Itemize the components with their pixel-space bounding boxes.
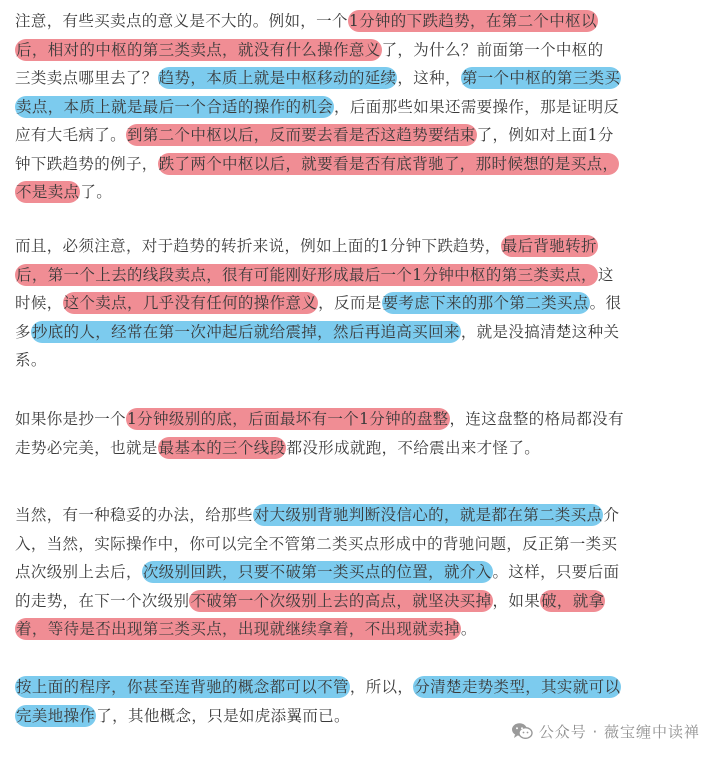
text-line	[15, 347, 47, 373]
text-line	[15, 65, 621, 91]
highlight-red: 后，相对的中枢的第三类卖点，就没有什么操作意义	[16, 40, 381, 59]
highlight-red: 不破第一个次级别上去的高点，就坚决买掉	[190, 591, 492, 610]
text-run: 了。	[80, 183, 113, 201]
text-run: ，连这盘整的格局都没有	[449, 410, 624, 428]
text-run: ，所以，	[349, 678, 414, 696]
wechat-icon	[511, 722, 533, 740]
text-run: 三类卖点哪里去了？	[15, 69, 158, 87]
text-run: ，后面那些如果还需要操作，那是证明反	[334, 97, 620, 116]
highlight-blue: 对大级别背驰判断没信心的，就是都在第二类买点	[253, 506, 603, 524]
highlight-red: 1分钟的下跌趋势，在第二个中枢以	[348, 12, 597, 30]
text-line	[15, 290, 621, 316]
text-line	[15, 502, 619, 528]
highlight-blue: 完美地操作	[16, 706, 96, 725]
text-line	[15, 703, 350, 729]
text-run: 注意，有些买卖点的意义是不大的。例如，一个	[15, 12, 348, 30]
watermark-text: 公众号 · 薇宝缠中读禅	[538, 722, 700, 741]
text-run: ，就是没搞清楚这种关	[460, 322, 620, 341]
highlight-red: 1分钟级别的底，后面最坏有一个1分钟的盘整	[126, 410, 449, 428]
text-line	[15, 616, 477, 642]
text-line	[15, 588, 605, 614]
text-run: 应有大毛病了。	[15, 126, 126, 144]
text-line	[15, 8, 598, 34]
text-run: 这	[597, 265, 614, 284]
text-run: 都没形成就跑，不给震出来才怪了。	[286, 438, 541, 457]
text-run: 了，例如对上面1分	[476, 126, 614, 144]
text-run: ，如果	[492, 591, 541, 610]
highlight-red: 不是卖点	[16, 183, 80, 201]
text-run: 多	[15, 322, 31, 341]
highlight-blue: 抄底的人，经常在第一次冲起后就给震掉，然后再追高买回来	[31, 322, 460, 341]
text-run: 。这样，只要后面	[492, 563, 620, 581]
text-run: 点次级别上去后，	[15, 563, 142, 581]
text-run: 系。	[15, 351, 47, 369]
text-run: ，这种，	[397, 69, 461, 87]
highlight-red: 到第二个中枢以后，反而要去看是否这趋势要结束	[126, 126, 476, 144]
highlight-red: 跌了两个中枢以后，就要看是否有底背驰了，那时候想的是买点，	[158, 154, 619, 173]
text-run: 了，为什么？前面第一个中枢的	[381, 40, 604, 59]
text-run: 走势必完美，也就是	[15, 438, 158, 457]
text-line	[15, 406, 624, 432]
highlight-red: 破，就拿	[541, 591, 605, 610]
text-run: 。	[460, 620, 477, 638]
text-line	[15, 122, 614, 148]
text-line	[15, 233, 598, 259]
highlight-blue: 趋势，本质上就是中枢移动的延续	[158, 69, 397, 87]
highlight-red: 最基本的三个线段	[158, 438, 286, 457]
highlight-red: 后，第一个上去的线段卖点，很有可能刚好形成最后一个1分钟中枢的第三类卖点，	[16, 265, 597, 284]
highlight-red: 这个卖点，几乎没有任何的操作意义	[63, 294, 318, 312]
text-run: 当然，有一种稳妥的办法，给那些	[15, 506, 253, 524]
text-line	[15, 94, 619, 120]
text-line	[15, 179, 112, 205]
text-run: 而且，必须注意，对于趋势的转折来说，例如上面的1分钟下跌趋势，	[15, 237, 501, 255]
highlight-red: 着，等待是否出现第三类买点，出现就继续拿着，不出现就卖掉	[16, 620, 460, 638]
text-line	[15, 151, 619, 177]
highlight-blue: 要考虑下来的那个第二类买点	[382, 294, 589, 312]
text-run: ，反而是	[318, 294, 382, 312]
text-run: 了，其他概念，只是如虎添翼而已。	[96, 706, 350, 725]
watermark	[511, 718, 700, 744]
text-line	[15, 559, 619, 585]
text-line	[15, 531, 617, 557]
text-line	[15, 674, 621, 700]
text-line	[15, 262, 614, 288]
text-run: 介	[603, 506, 620, 524]
text-run: 时候，	[15, 294, 63, 312]
highlight-blue: 按上面的程序，你甚至连背驰的概念都可以不管	[16, 678, 349, 696]
text-run: 钟下跌趋势的例子，	[15, 154, 158, 173]
highlight-blue: 卖点，本质上就是最后一个合适的操作的机会	[16, 97, 334, 116]
text-run: 。很	[589, 294, 622, 312]
text-line	[15, 319, 619, 345]
highlight-blue: 分清楚走势类型，其实就可以	[414, 678, 621, 696]
text-line	[15, 37, 603, 63]
highlight-red: 最后背驰转折	[501, 237, 597, 255]
text-line	[15, 435, 540, 461]
text-run: 如果你是抄一个	[15, 410, 126, 428]
highlight-blue: 次级别回跌，只要不破第一类买点的位置，就介入	[142, 563, 492, 581]
text-run: 入，当然，实际操作中，你可以完全不管第二类买点形成中的背驰问题，反正第一类买	[15, 534, 618, 553]
text-run: 的走势，在下一个次级别	[15, 591, 190, 610]
highlight-blue: 第一个中枢的第三类买	[461, 69, 621, 87]
